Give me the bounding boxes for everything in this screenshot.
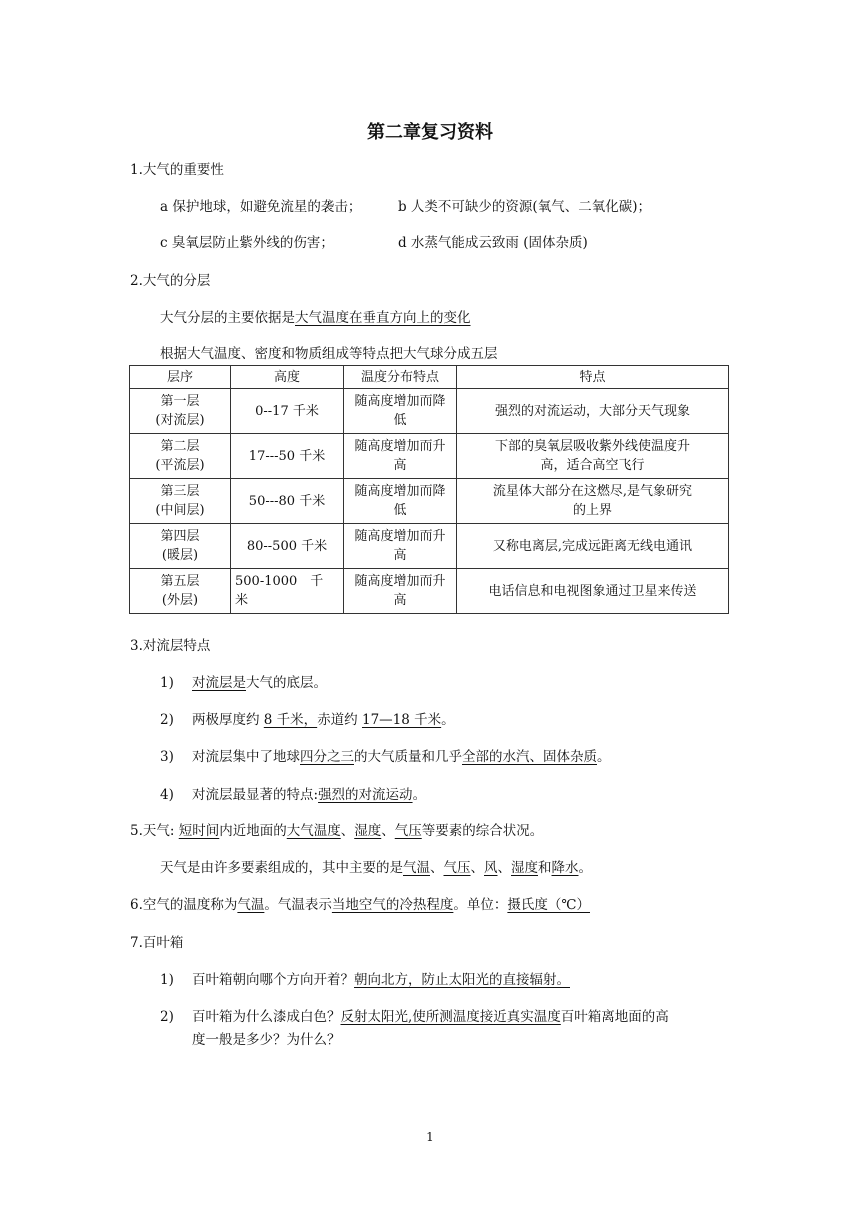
layer-basis <box>160 308 471 328</box>
temp-cell: 随高度增加而升 高 <box>344 434 457 479</box>
layer-cell: 第五层 (外层) <box>130 569 231 614</box>
weather-elements: 天气是由许多要素组成的，其中主要的是气温、气压、风、湿度和降水。 <box>160 860 592 876</box>
table-row <box>130 524 729 569</box>
layer-cell: 第四层 (暖层) <box>130 524 231 569</box>
list-item: 2) 百叶箱为什么漆成白色？反射太阳光,使所测温度接近真实温度百叶箱离地面的高 <box>160 1009 669 1025</box>
layer-cell: 第二层 (平流层) <box>130 434 231 479</box>
height-cell: 50---80 千米 <box>231 479 344 524</box>
temp-cell: 随高度增加而降 低 <box>344 389 457 434</box>
item-b: b 人类不可缺少的资源(氧气、二氧化碳)； <box>398 199 651 215</box>
temp-cell: 随高度增加而升 高 <box>344 569 457 614</box>
feature-cell: 强烈的对流运动，大部分天气现象 <box>457 389 729 434</box>
feature-cell: 下部的臭氧层吸收紫外线使温度升 高，适合高空飞行 <box>457 434 729 479</box>
basis-text: 大气分层的主要依据是 <box>160 310 295 326</box>
section-7-heading: 7.百叶箱 <box>130 935 184 951</box>
layer-cell: 第一层 (对流层) <box>130 389 231 434</box>
list-item: 1) 百叶箱朝向哪个方向开着？朝向北方，防止太阳光的直接辐射。 <box>160 972 570 988</box>
item-number: 1) <box>160 972 174 988</box>
col-header-features: 特点 <box>457 366 729 389</box>
item-number: 3) <box>160 749 174 765</box>
item-a: a 保护地球，如避免流星的袭击； <box>160 199 362 215</box>
table-row <box>130 479 729 524</box>
col-header-temp: 温度分布特点 <box>344 366 457 389</box>
list-item: 3) 对流层集中了地球四分之三的大气质量和几乎全部的水汽、固体杂质。 <box>160 749 611 765</box>
feature-cell: 又称电离层,完成远距离无线电通讯 <box>457 524 729 569</box>
item-number: 1) <box>160 675 174 691</box>
feature-cell: 流星体大部分在这燃尽,是气象研究 的上界 <box>457 479 729 524</box>
col-header-order: 层序 <box>130 366 231 389</box>
page-number: 1 <box>426 1130 434 1144</box>
feature-cell: 电话信息和电视图象通过卫星来传送 <box>457 569 729 614</box>
table-header-row <box>130 366 729 389</box>
list-item: 4) 对流层最显著的特点:强烈的对流运动。 <box>160 787 427 803</box>
height-cell: 17---50 千米 <box>231 434 344 479</box>
item-d: d 水蒸气能成云致雨 (固体杂质) <box>398 235 588 251</box>
page-title: 第二章复习资料 <box>367 122 493 143</box>
height-cell: 500-1000 千 米 <box>231 569 344 614</box>
section-3-heading: 3.对流层特点 <box>130 638 211 654</box>
item-number: 2) <box>160 712 174 728</box>
table-intro: 根据大气温度、密度和物质组成等特点把大气球分成五层 <box>160 346 498 362</box>
section-1-heading: 1.大气的重要性 <box>130 162 224 178</box>
table-row <box>130 389 729 434</box>
height-cell: 0--17 千米 <box>231 389 344 434</box>
layer-cell: 第三层 (中间层) <box>130 479 231 524</box>
basis-underlined: 大气温度在垂直方向上的变化 <box>295 310 471 326</box>
table-row <box>130 434 729 479</box>
height-cell: 80--500 千米 <box>231 524 344 569</box>
temp-cell: 随高度增加而升 高 <box>344 524 457 569</box>
section-5-weather: 5.天气: 短时间内近地面的大气温度、湿度、气压等要素的综合状况。 <box>130 823 544 839</box>
item-number: 2) <box>160 1009 174 1025</box>
table-row <box>130 569 729 614</box>
section-6-temperature: 6.空气的温度称为气温。气温表示当地空气的冷热程度。单位：摄氏度（℃） <box>130 897 590 913</box>
temp-cell: 随高度增加而降 低 <box>344 479 457 524</box>
atmosphere-layers-table <box>129 365 729 614</box>
list-item: 1) 对流层是大气的底层。 <box>160 675 327 691</box>
item-number: 4) <box>160 787 174 803</box>
col-header-height: 高度 <box>231 366 344 389</box>
list-item: 2) 两极厚度约 8 千米，赤道约 17—18 千米。 <box>160 712 455 728</box>
list-item-continuation: 度一般是多少？为什么？ <box>192 1032 341 1048</box>
item-c: c 臭氧层防止紫外线的伤害； <box>160 235 334 251</box>
section-2-heading: 2.大气的分层 <box>130 273 211 289</box>
